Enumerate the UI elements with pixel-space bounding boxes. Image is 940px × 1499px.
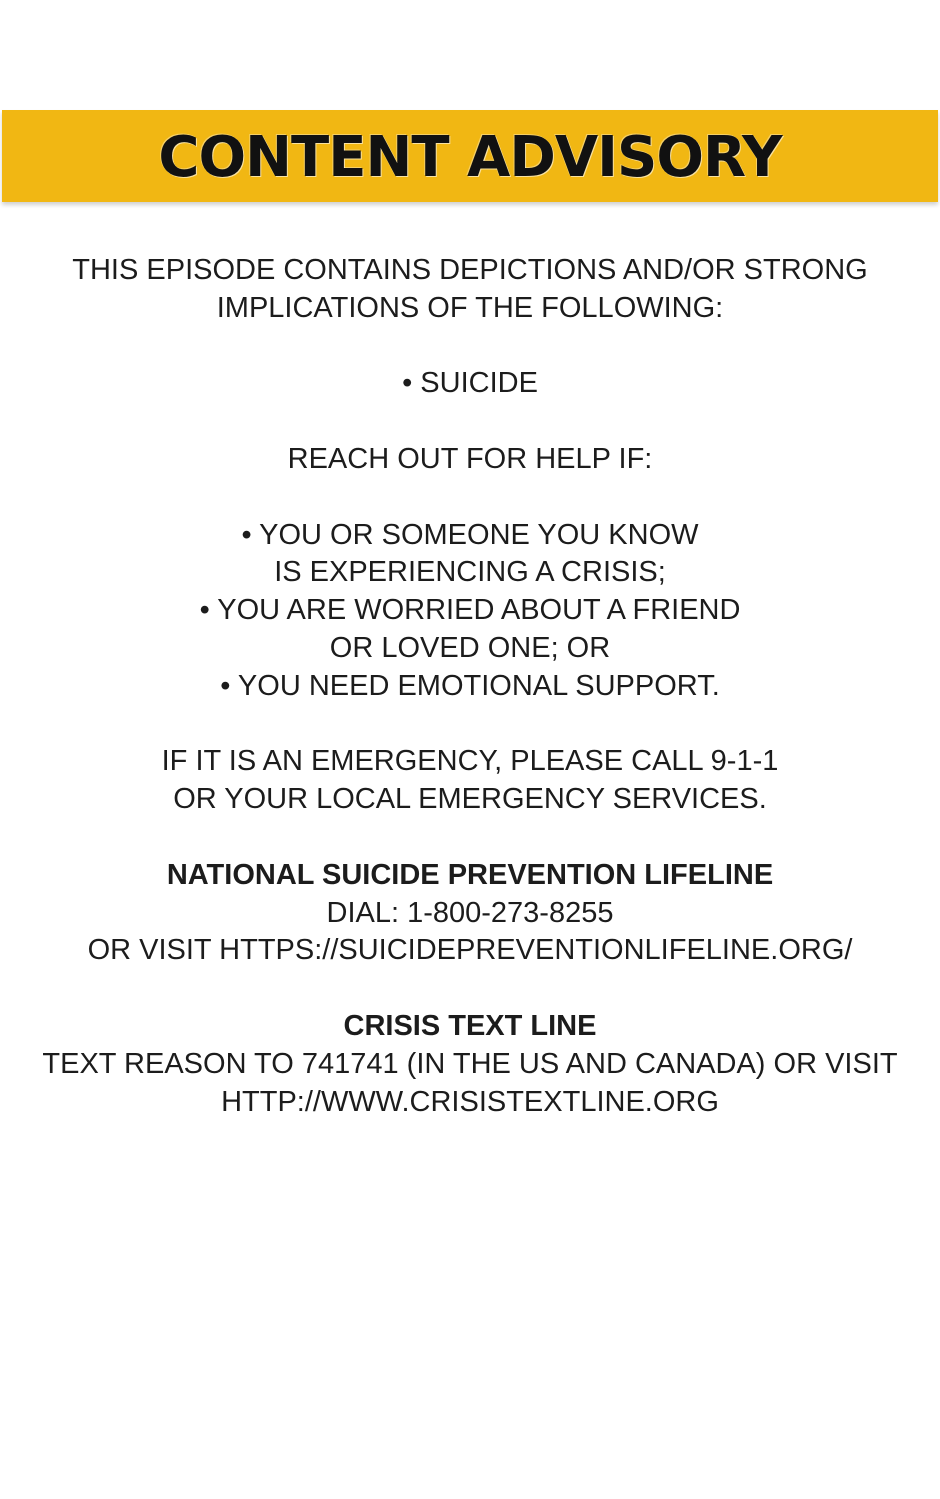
emergency-line-2: OR YOUR LOCAL EMERGENCY SERVICES. bbox=[173, 783, 767, 816]
lifeline-phone: DIAL: 1-800-273-8255 bbox=[326, 896, 614, 929]
spacer bbox=[0, 819, 940, 857]
advisory-banner bbox=[2, 110, 938, 202]
help-line: • YOU OR SOMEONE YOU KNOW bbox=[241, 518, 699, 551]
intro-line-2: IMPLICATIONS OF THE FOLLOWING: bbox=[216, 291, 724, 324]
advisory-body bbox=[0, 252, 940, 1121]
help-line: OR LOVED ONE; OR bbox=[329, 631, 611, 664]
spacer bbox=[0, 403, 940, 441]
help-line: IS EXPERIENCING A CRISIS; bbox=[274, 556, 666, 589]
crisis-text-title: CRISIS TEXT LINE bbox=[343, 1009, 597, 1042]
lifeline-url: OR VISIT HTTPS://SUICIDEPREVENTIONLIFELINE.ORG/ bbox=[87, 934, 853, 967]
advisory-title: CONTENT ADVISORY bbox=[158, 124, 782, 190]
help-heading: REACH OUT FOR HELP IF: bbox=[287, 442, 653, 475]
spacer bbox=[0, 479, 940, 517]
spacer bbox=[0, 706, 940, 744]
lifeline-title: NATIONAL SUICIDE PREVENTION LIFELINE bbox=[166, 858, 774, 891]
help-line: • YOU ARE WORRIED ABOUT A FRIEND bbox=[199, 594, 741, 627]
spacer bbox=[0, 328, 940, 366]
crisis-text-url: HTTP://WWW.CRISISTEXTLINE.ORG bbox=[221, 1085, 719, 1118]
help-line: • YOU NEED EMOTIONAL SUPPORT. bbox=[220, 669, 720, 702]
intro-line-1: THIS EPISODE CONTAINS DEPICTIONS AND/OR STRONG bbox=[72, 254, 868, 286]
crisis-text-line-1: TEXT REASON TO 741741 (IN THE US AND CANADA) OR VISIT bbox=[42, 1047, 898, 1080]
spacer bbox=[0, 970, 940, 1008]
emergency-line-1: IF IT IS AN EMERGENCY, PLEASE CALL 9-1-1 bbox=[161, 745, 779, 778]
topic-item: • SUICIDE bbox=[402, 367, 538, 400]
